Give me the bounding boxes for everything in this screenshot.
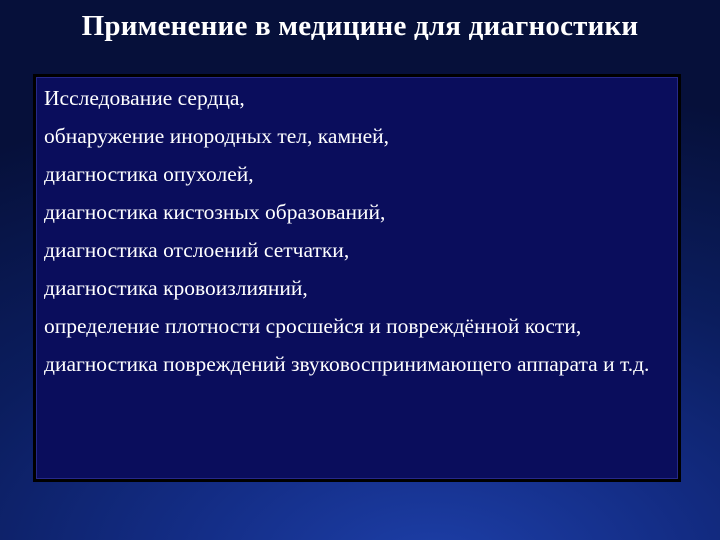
bullet-list (44, 84, 668, 378)
list-item-hemorrhage: диагностика кровоизлияний, (44, 276, 308, 300)
list-item-tumors: диагностика опухолей, (44, 162, 254, 186)
slide-title: Применение в медицине для диагностики (81, 10, 639, 42)
list-item-heart: Исследование сердца, (44, 86, 245, 110)
content-box (33, 74, 681, 482)
list-item-cysts: диагностика кистозных образований, (44, 200, 386, 224)
list-item-bone-density: определение плотности сросшейся и повреждённой кости, (44, 314, 582, 338)
list-item-foreign-bodies: обнаружение инородных тел, камней, (44, 124, 389, 148)
list-item-retina: диагностика отслоений сетчатки, (44, 238, 350, 262)
list-item-hearing: диагностика повреждений звуковоспринимающего аппарата и т.д. (44, 352, 650, 376)
